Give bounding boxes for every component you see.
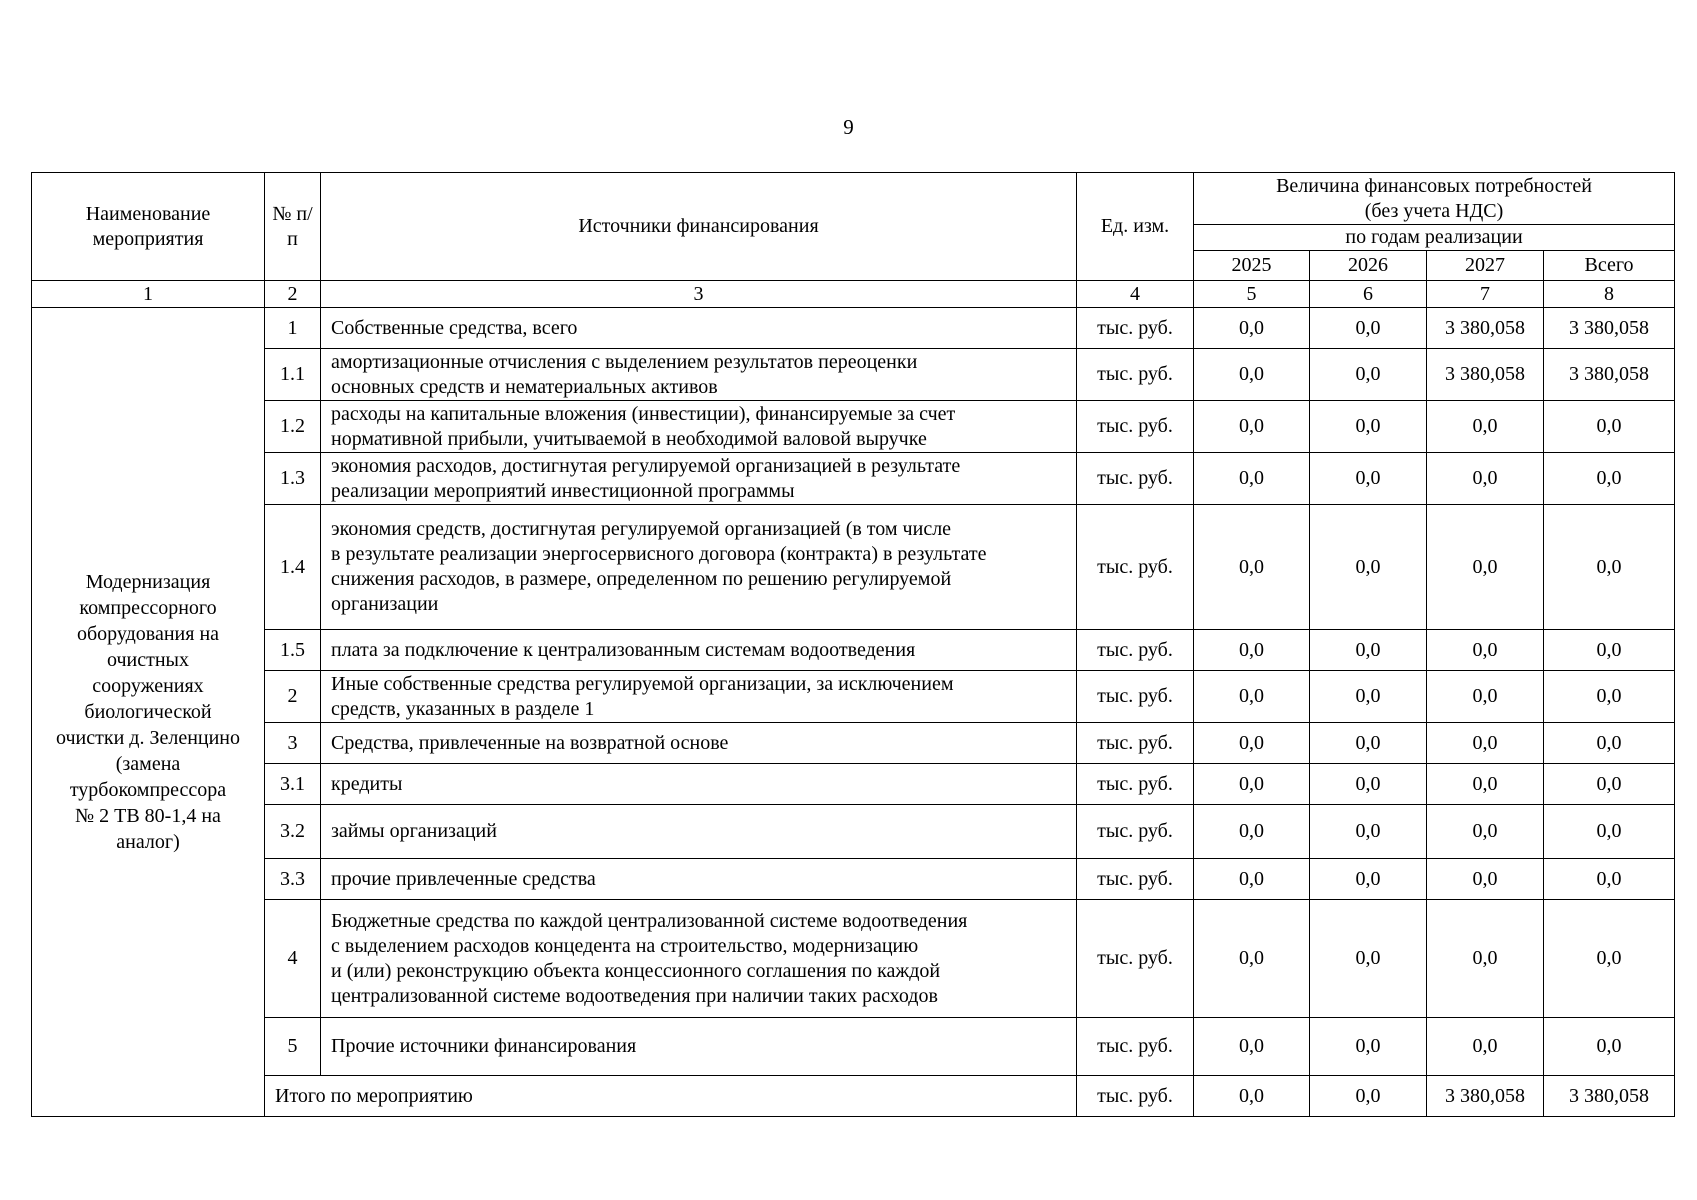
- source-line: Собственные средства, всего: [331, 316, 578, 339]
- row-number: 3.2: [265, 805, 321, 859]
- column-number: 3: [321, 281, 1077, 308]
- value-cell: 0,0: [1544, 401, 1675, 453]
- row-number: 5: [265, 1018, 321, 1076]
- value-cell: 0,0: [1310, 723, 1427, 764]
- event-name-line: очистных: [106, 649, 189, 671]
- source-line: и (или) реконструкцию объекта концессионного соглашения по каждой: [331, 959, 941, 982]
- source-line: кредиты: [331, 772, 403, 795]
- table-row: [32, 764, 1675, 805]
- source-line: амортизационные отчисления с выделением результатов переоценки: [331, 350, 918, 373]
- value-cell: 0,0: [1194, 859, 1310, 900]
- source-line: прочие привлеченные средства: [331, 867, 596, 890]
- total-label: Итого по мероприятию: [265, 1076, 1077, 1117]
- total-row: [32, 1076, 1675, 1117]
- header-row: [32, 173, 1675, 225]
- event-name-line: очистки д. Зеленцино: [55, 727, 241, 749]
- source-line: Средства, привлеченные на возвратной основе: [331, 731, 729, 754]
- table-row: [32, 723, 1675, 764]
- event-name-line: аналог): [116, 831, 180, 853]
- unit-cell: тыс. руб.: [1077, 1018, 1194, 1076]
- row-number: 1.4: [265, 505, 321, 630]
- financing-table: [31, 172, 1675, 1117]
- row-number: 3.3: [265, 859, 321, 900]
- unit-cell: тыс. руб.: [1077, 805, 1194, 859]
- source-line: централизованной системе водоотведения при наличии таких расходов: [331, 984, 938, 1007]
- header-unit: Ед. изм.: [1077, 173, 1194, 281]
- header-need-title-line1: Величина финансовых потребностей: [1276, 174, 1592, 197]
- source-cell: [321, 671, 1077, 723]
- header-num: № п/п: [265, 173, 321, 281]
- row-number: 2: [265, 671, 321, 723]
- value-cell: 0,0: [1544, 859, 1675, 900]
- value-cell: 0,0: [1310, 308, 1427, 349]
- value-cell: 0,0: [1310, 1018, 1427, 1076]
- value-cell: 0,0: [1310, 764, 1427, 805]
- value-cell: 0,0: [1544, 453, 1675, 505]
- value-cell: 0,0: [1310, 900, 1427, 1018]
- value-cell: 0,0: [1310, 401, 1427, 453]
- value-cell: 0,0: [1194, 349, 1310, 401]
- unit-cell: тыс. руб.: [1077, 671, 1194, 723]
- source-cell: [321, 900, 1077, 1018]
- value-cell: 0,0: [1194, 1018, 1310, 1076]
- table-row: [32, 671, 1675, 723]
- event-name-line: турбокомпрессора: [69, 779, 227, 801]
- header-by-years: по годам реализации: [1194, 225, 1675, 251]
- source-line: Бюджетные средства по каждой централизованной системе водоотведения: [331, 909, 968, 932]
- source-line: нормативной прибыли, учитываемой в необходимой валовой выручке: [331, 427, 927, 450]
- value-cell: 0,0: [1544, 505, 1675, 630]
- event-name-line: (замена: [115, 753, 181, 775]
- event-name-cell: [32, 308, 265, 1117]
- column-number: 6: [1310, 281, 1427, 308]
- table-row: [32, 453, 1675, 505]
- source-cell: [321, 401, 1077, 453]
- value-cell: 0,0: [1544, 764, 1675, 805]
- unit-cell: тыс. руб.: [1077, 764, 1194, 805]
- table-row: [32, 805, 1675, 859]
- value-cell: 0,0: [1544, 805, 1675, 859]
- column-number: 1: [32, 281, 265, 308]
- page-number: 9: [843, 115, 854, 139]
- value-cell: 0,0: [1427, 900, 1544, 1018]
- value-cell: 0,0: [1194, 401, 1310, 453]
- source-cell: [321, 630, 1077, 671]
- source-line: экономия расходов, достигнутая регулируемой организацией в результате: [331, 454, 961, 477]
- row-number: 3.1: [265, 764, 321, 805]
- source-line: займы организаций: [331, 820, 497, 842]
- table-row: [32, 900, 1675, 1018]
- value-cell: 0,0: [1194, 671, 1310, 723]
- table-row: [32, 630, 1675, 671]
- value-cell: 0,0: [1427, 630, 1544, 671]
- event-name-line: компрессорного: [79, 597, 217, 619]
- value-cell: 0,0: [1544, 671, 1675, 723]
- value-cell: 0,0: [1310, 630, 1427, 671]
- source-line: расходы на капитальные вложения (инвестиции), финансируемые за счет: [331, 402, 956, 425]
- header-year: 2025: [1194, 251, 1310, 281]
- unit-cell: тыс. руб.: [1077, 630, 1194, 671]
- row-number: 3: [265, 723, 321, 764]
- value-cell: 0,0: [1427, 505, 1544, 630]
- source-cell: [321, 308, 1077, 349]
- event-name-line: Модернизация: [85, 571, 211, 593]
- header-need-title-line2: (без учета НДС): [1364, 199, 1504, 222]
- table-row: [32, 1018, 1675, 1076]
- source-line: основных средств и нематериальных активов: [331, 375, 718, 398]
- value-cell: 0,0: [1194, 764, 1310, 805]
- unit-cell: тыс. руб.: [1077, 453, 1194, 505]
- value-cell: 0,0: [1544, 723, 1675, 764]
- header-sources: Источники финансирования: [321, 173, 1077, 281]
- source-line: Иные собственные средства регулируемой организации, за исключением: [331, 672, 954, 695]
- value-cell: 0,0: [1310, 349, 1427, 401]
- source-cell: [321, 349, 1077, 401]
- header-year: Всего: [1544, 251, 1675, 281]
- total-value: 3 380,058: [1544, 1076, 1675, 1117]
- value-cell: 0,0: [1194, 900, 1310, 1018]
- unit-cell: тыс. руб.: [1077, 900, 1194, 1018]
- source-line: реализации мероприятий инвестиционной программы: [331, 479, 795, 502]
- source-cell: [321, 764, 1077, 805]
- header-year: 2027: [1427, 251, 1544, 281]
- table-body: [32, 173, 1675, 1117]
- total-value: 0,0: [1194, 1076, 1310, 1117]
- unit-cell: тыс. руб.: [1077, 401, 1194, 453]
- value-cell: 0,0: [1427, 1018, 1544, 1076]
- header-event-name: Наименование мероприятия: [32, 173, 265, 281]
- event-name-line: биологической: [84, 701, 212, 723]
- source-cell: [321, 805, 1077, 859]
- value-cell: 0,0: [1427, 764, 1544, 805]
- header-need-title: [1194, 173, 1675, 225]
- table-row: [32, 308, 1675, 349]
- value-cell: 0,0: [1544, 630, 1675, 671]
- event-name-line: сооружениях: [92, 675, 204, 697]
- value-cell: 0,0: [1194, 630, 1310, 671]
- value-cell: 0,0: [1544, 1018, 1675, 1076]
- table-row: [32, 349, 1675, 401]
- value-cell: 0,0: [1310, 859, 1427, 900]
- value-cell: 0,0: [1194, 308, 1310, 349]
- value-cell: 0,0: [1427, 453, 1544, 505]
- value-cell: 3 380,058: [1544, 349, 1675, 401]
- value-cell: 0,0: [1194, 505, 1310, 630]
- value-cell: 0,0: [1544, 900, 1675, 1018]
- value-cell: 0,0: [1310, 805, 1427, 859]
- source-cell: [321, 723, 1077, 764]
- value-cell: 3 380,058: [1427, 308, 1544, 349]
- source-line: снижения расходов, в размере, определенном по решению регулируемой: [331, 568, 952, 590]
- table-row: [32, 401, 1675, 453]
- column-number: 4: [1077, 281, 1194, 308]
- table-row: [32, 859, 1675, 900]
- column-number: 7: [1427, 281, 1544, 308]
- source-cell: [321, 1018, 1077, 1076]
- unit-cell: тыс. руб.: [1077, 349, 1194, 401]
- row-number: 1.2: [265, 401, 321, 453]
- unit-cell: тыс. руб.: [1077, 859, 1194, 900]
- total-unit: тыс. руб.: [1077, 1076, 1194, 1117]
- value-cell: 0,0: [1194, 453, 1310, 505]
- source-line: средств, указанных в разделе 1: [331, 697, 595, 720]
- row-number: 1.3: [265, 453, 321, 505]
- unit-cell: тыс. руб.: [1077, 723, 1194, 764]
- source-line: с выделением расходов концедента на строительство, модернизацию: [331, 934, 919, 957]
- row-number: 1.5: [265, 630, 321, 671]
- total-value: 3 380,058: [1427, 1076, 1544, 1117]
- row-number: 1: [265, 308, 321, 349]
- event-name-line: оборудования на: [76, 623, 220, 645]
- value-cell: 0,0: [1310, 453, 1427, 505]
- source-cell: [321, 453, 1077, 505]
- column-number: 2: [265, 281, 321, 308]
- event-name-line: № 2 ТВ 80-1,4 на: [75, 805, 221, 827]
- table-row: [32, 505, 1675, 630]
- source-line: Прочие источники финансирования: [331, 1035, 637, 1057]
- value-cell: 0,0: [1427, 859, 1544, 900]
- source-line: организации: [331, 593, 439, 615]
- value-cell: 0,0: [1427, 723, 1544, 764]
- column-number-row: [32, 281, 1675, 308]
- total-value: 0,0: [1310, 1076, 1427, 1117]
- value-cell: 3 380,058: [1544, 308, 1675, 349]
- source-line: экономия средств, достигнутая регулируемой организацией (в том числе: [331, 518, 952, 540]
- value-cell: 3 380,058: [1427, 349, 1544, 401]
- source-line: плата за подключение к централизованным системам водоотведения: [331, 638, 916, 661]
- value-cell: 0,0: [1310, 671, 1427, 723]
- column-number: 8: [1544, 281, 1675, 308]
- unit-cell: тыс. руб.: [1077, 505, 1194, 630]
- source-cell: [321, 505, 1077, 630]
- row-number: 1.1: [265, 349, 321, 401]
- value-cell: 0,0: [1427, 401, 1544, 453]
- header-year: 2026: [1310, 251, 1427, 281]
- unit-cell: тыс. руб.: [1077, 308, 1194, 349]
- source-line: в результате реализации энергосервисного договора (контракта) в результате: [331, 543, 987, 565]
- value-cell: 0,0: [1194, 805, 1310, 859]
- value-cell: 0,0: [1427, 805, 1544, 859]
- row-number: 4: [265, 900, 321, 1018]
- value-cell: 0,0: [1194, 723, 1310, 764]
- value-cell: 0,0: [1427, 671, 1544, 723]
- value-cell: 0,0: [1310, 505, 1427, 630]
- source-cell: [321, 859, 1077, 900]
- column-number: 5: [1194, 281, 1310, 308]
